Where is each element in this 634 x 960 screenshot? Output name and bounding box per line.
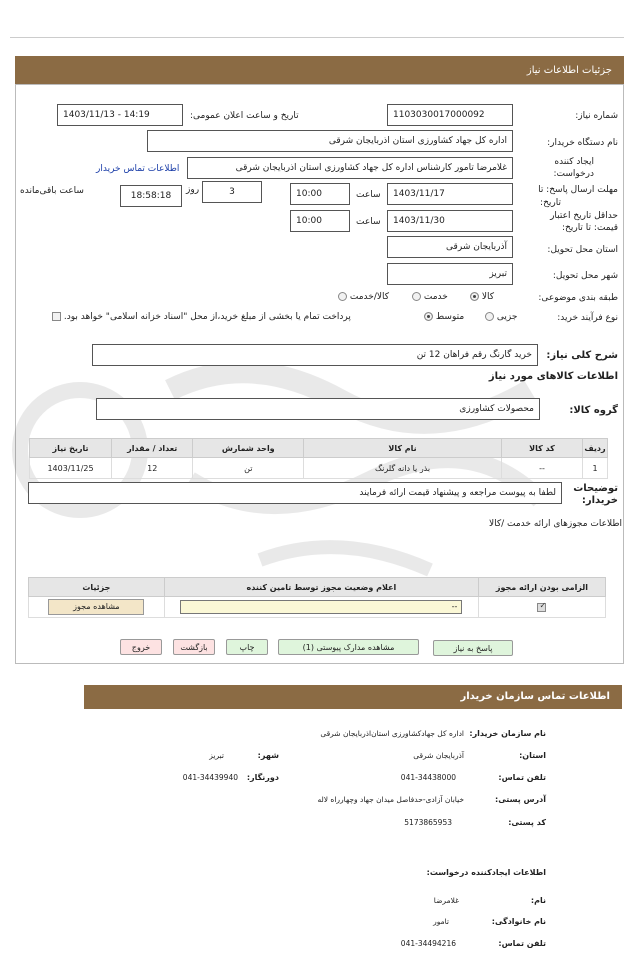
category-option-service[interactable]: خدمت xyxy=(412,292,448,302)
creator-name-label: نام: xyxy=(530,896,546,905)
summary-field: خرید گارنگ رقم فراهان 12 تن xyxy=(92,344,538,366)
buyer-org-label: نام دستگاه خریدار: xyxy=(547,138,618,148)
city-label: شهر محل تحویل: xyxy=(552,271,618,281)
radio-minor[interactable] xyxy=(485,312,494,321)
deadline-label-1: مهلت ارسال پاسخ: تا xyxy=(538,185,618,195)
permit-details-header: جزئیات xyxy=(29,578,165,597)
radio-both[interactable] xyxy=(338,292,347,301)
col-unit-header: واحد شمارش xyxy=(193,439,304,458)
remaining-time-label: ساعت باقی‌مانده xyxy=(20,186,84,196)
announce-date-label: تاریخ و ساعت اعلان عمومی: xyxy=(190,111,299,121)
buyer-org-field: اداره کل جهاد کشاورزی استان اذربایجان شرقی xyxy=(147,130,513,152)
validity-label-2: قیمت: تا تاریخ: xyxy=(562,223,618,233)
radio-medium[interactable] xyxy=(424,312,433,321)
validity-label-1: حداقل تاریخ اعتبار xyxy=(550,211,618,221)
creator-family-value: تامور xyxy=(433,917,449,926)
contact-org-value: اداره کل جهادکشاورزی استان‌اذربایجان شرقی xyxy=(320,729,464,738)
cell-name: بذر یا دانه گلرنگ xyxy=(304,458,502,479)
creator-label-2: درخواست: xyxy=(553,169,594,179)
validity-date-field: 1403/11/30 xyxy=(387,210,513,232)
contact-header xyxy=(84,685,622,709)
page-title: جزئیات اطلاعات نیاز xyxy=(526,65,612,76)
category-option-goods[interactable]: کالا xyxy=(470,292,494,302)
permit-status-header: اعلام وضعیت مجوز توسط تامین کننده xyxy=(164,578,478,597)
permit-required-checkbox xyxy=(537,600,547,612)
treasury-payment-checkbox[interactable] xyxy=(52,312,61,321)
cell-row-number: 1 xyxy=(583,458,608,479)
goods-section-title: اطلاعات کالاهای مورد نیاز xyxy=(488,371,618,382)
contact-title: اطلاعات تماس سازمان خریدار xyxy=(460,691,610,702)
contact-address-value: خیابان آزادی-حدفاصل میدان جهاد وچهارراه لاله xyxy=(317,795,464,804)
validity-time-field: 10:00 xyxy=(290,210,350,232)
permit-status-cell xyxy=(164,597,478,618)
treasury-payment-option[interactable]: پرداخت تمام یا بخشی از مبلغ خرید،از محل "اسناد خزانه اسلامی" خواهد بود. xyxy=(52,312,351,322)
table-row xyxy=(30,458,608,479)
contact-fax-value: 041-34439940 xyxy=(182,773,238,782)
buyer-notes-label-2: خریدار: xyxy=(581,495,618,506)
creator-phone-value: 041-34494216 xyxy=(400,939,456,948)
contact-fax-label: دورنگار: xyxy=(246,773,279,782)
announce-date-field: 1403/11/13 - 14:19 xyxy=(57,104,183,126)
back-button[interactable]: بازگشت xyxy=(173,639,215,655)
province-field: آذربایجان شرقی xyxy=(387,236,513,258)
process-option-minor[interactable]: جزیی xyxy=(485,312,517,322)
contact-city-label: شهر: xyxy=(257,751,279,760)
buyer-notes-field: لطفا به پیوست مراجعه و پیشنهاد قیمت ارائه فرمایند xyxy=(28,482,562,504)
permit-details-cell xyxy=(29,597,165,618)
cell-unit: تن xyxy=(193,458,304,479)
radio-goods[interactable] xyxy=(470,292,479,301)
contact-postal-value: 5173865953 xyxy=(404,818,452,827)
items-table-header xyxy=(30,439,608,458)
cell-quantity: 12 xyxy=(112,458,193,479)
process-option-medium[interactable]: متوسط xyxy=(424,312,464,322)
deadline-date-field: 1403/11/17 xyxy=(387,183,513,205)
province-label: استان محل تحویل: xyxy=(547,245,618,255)
creator-info-title: اطلاعات ایجادکننده درخواست: xyxy=(426,868,546,877)
permits-table-header xyxy=(29,578,606,597)
creator-name-value: غلامرضا xyxy=(433,896,459,905)
view-permit-button[interactable]: مشاهده مجوز xyxy=(48,599,144,615)
permit-required-header: الزامی بودن ارائه مجوز xyxy=(478,578,605,597)
cell-code: -- xyxy=(501,458,582,479)
print-button[interactable]: چاپ xyxy=(226,639,268,655)
permits-table xyxy=(28,577,606,618)
days-remaining-field: 3 xyxy=(202,181,262,203)
col-qty-header: تعداد / مقدار xyxy=(112,439,193,458)
creator-family-label: نام خانوادگی: xyxy=(491,917,546,926)
goods-group-field: محصولات کشاورزی xyxy=(96,398,540,420)
summary-label: شرح کلی نیاز: xyxy=(546,350,618,361)
buyer-notes-label-1: توضیحات xyxy=(573,483,618,494)
contact-org-label: نام سازمان خریدار: xyxy=(469,729,546,738)
contact-phone-value: 041-34438000 xyxy=(400,773,456,782)
radio-service[interactable] xyxy=(412,292,421,301)
creator-phone-label: تلفن تماس: xyxy=(498,939,546,948)
contact-address-label: آدرس پستی: xyxy=(495,795,546,804)
cell-need-date: 1403/11/25 xyxy=(30,458,112,479)
items-table xyxy=(29,438,608,479)
attachments-button[interactable]: مشاهده مدارک پیوستی (1) xyxy=(278,639,419,655)
contact-province-value: آذربایجان شرقی xyxy=(413,751,464,760)
goods-group-label: گروه کالا: xyxy=(569,405,618,416)
remaining-time-field: 18:58:18 xyxy=(120,185,182,207)
permits-title: اطلاعات مجوزهای ارائه خدمت /کالا xyxy=(488,519,622,529)
contact-province-label: استان: xyxy=(519,751,546,760)
page-header xyxy=(15,56,624,84)
contact-postal-label: کد پستی: xyxy=(508,818,546,827)
deadline-label-2: تاریخ: xyxy=(540,198,561,208)
col-date-header: تاریخ نیاز xyxy=(30,439,112,458)
need-number-label: شماره نیاز: xyxy=(575,111,618,121)
deadline-time-field: 10:00 xyxy=(290,183,350,205)
day-label: روز xyxy=(186,185,200,195)
col-name-header: نام کالا xyxy=(304,439,502,458)
city-field: تبریز xyxy=(387,263,513,285)
contact-city-value: تبریز xyxy=(209,751,224,760)
permit-required-cell xyxy=(478,597,605,618)
category-option-both[interactable]: کالا/خدمت xyxy=(338,292,389,302)
reply-button[interactable]: پاسخ به نیاز xyxy=(433,640,513,656)
exit-button[interactable]: خروج xyxy=(120,639,162,655)
deadline-time-label: ساعت xyxy=(356,190,381,200)
buyer-contact-link[interactable]: اطلاعات تماس خریدار xyxy=(96,164,180,174)
contact-phone-label: تلفن تماس: xyxy=(498,773,546,782)
col-row-header: ردیف xyxy=(583,439,608,458)
category-label: طبقه بندی موضوعی: xyxy=(538,293,618,303)
check-icon: ✓ xyxy=(539,600,547,610)
creator-field: غلامرضا تامور کارشناس اداره کل جهاد کشاورزی استان اذربایجان شرقی xyxy=(187,157,513,179)
need-number-field: 1103030017000092 xyxy=(387,104,513,126)
top-divider xyxy=(10,37,624,38)
col-code-header: کد کالا xyxy=(501,439,582,458)
process-label: نوع فرآیند خرید: xyxy=(557,313,618,323)
permit-status-input[interactable]: -- xyxy=(180,600,462,614)
table-row xyxy=(29,597,606,618)
creator-label-1: ایجاد کننده xyxy=(554,157,594,167)
validity-time-label: ساعت xyxy=(356,217,381,227)
